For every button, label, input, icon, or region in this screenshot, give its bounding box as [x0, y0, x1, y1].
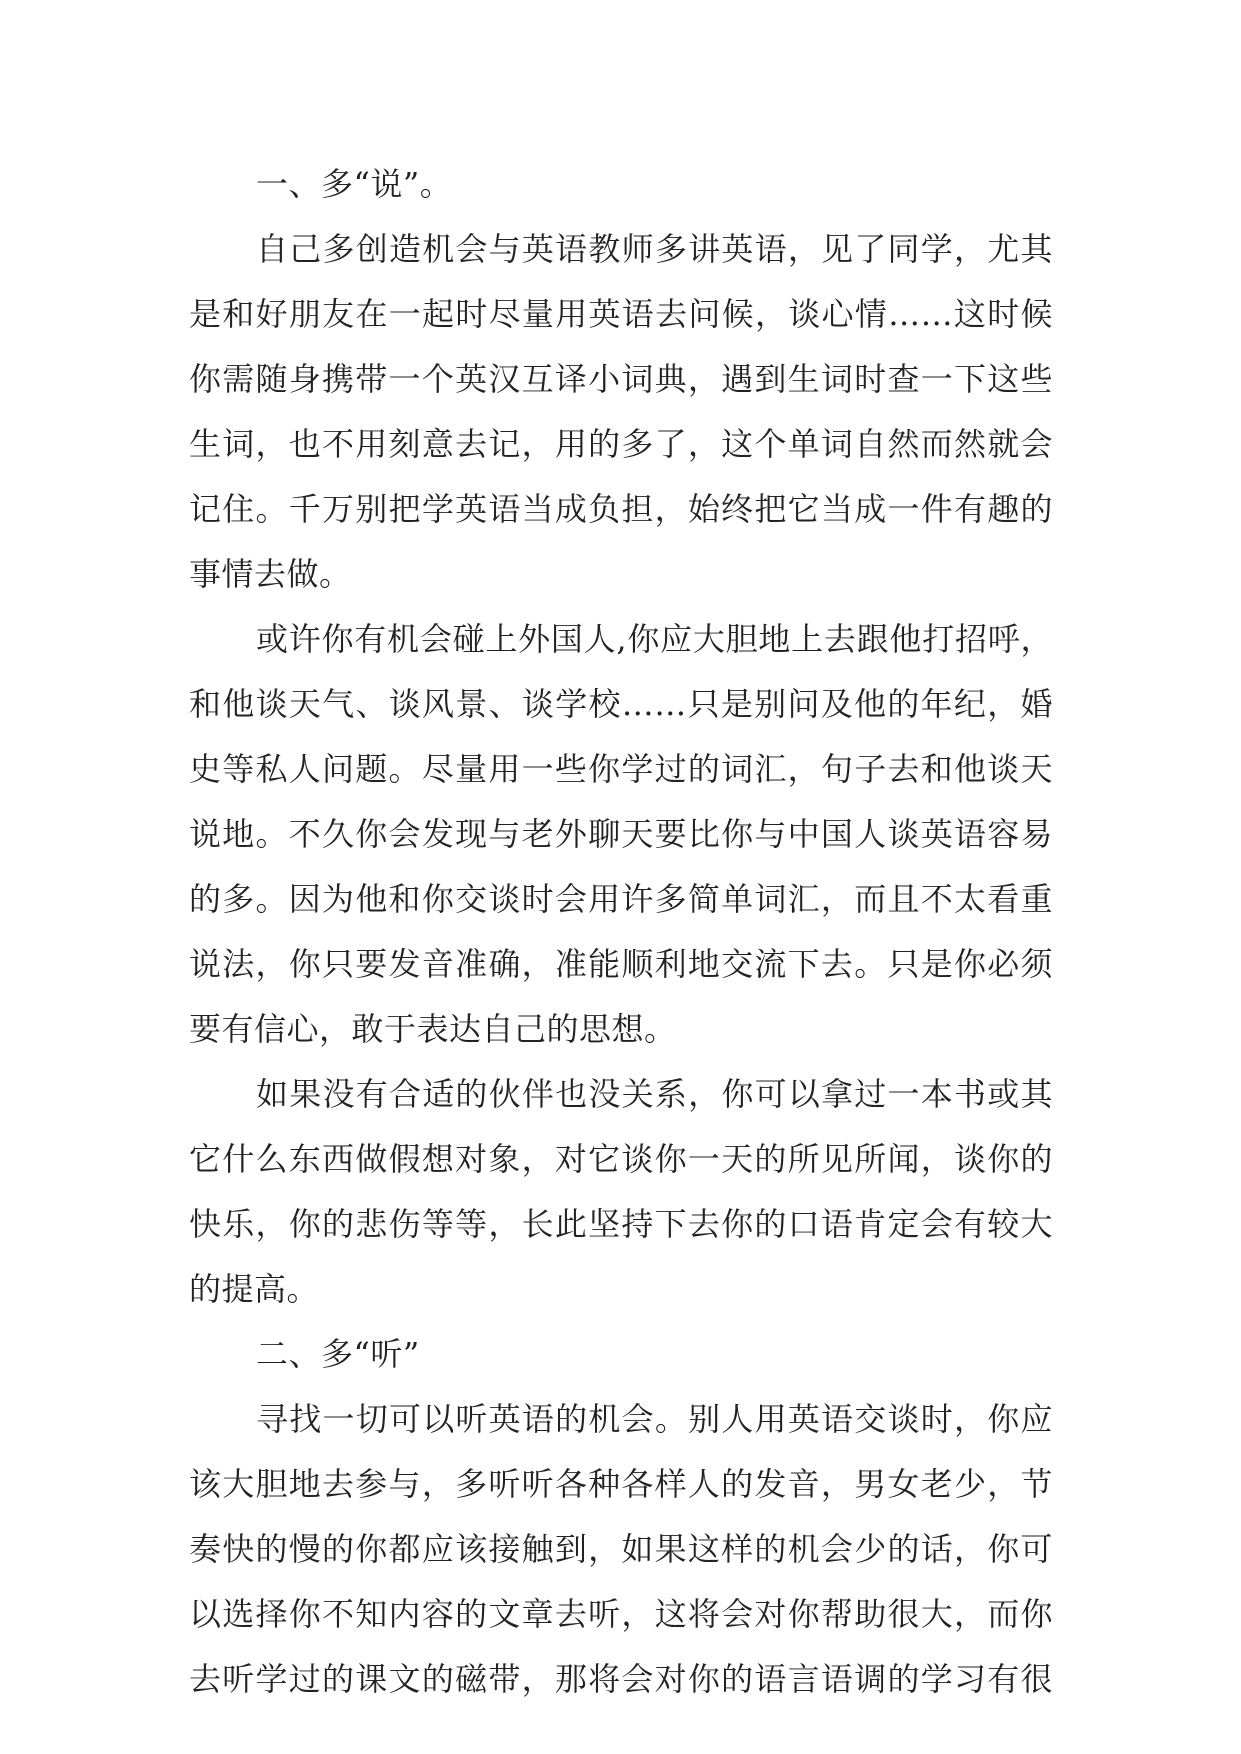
heading-speak: 一、多“说”。	[256, 165, 453, 203]
paragraph-line: 说地。不久你会发现与老外聊天要比你与中国人谈英语容易	[189, 815, 1053, 853]
paragraph-line: 说法，你只要发音准确，准能顺利地交流下去。只是你必须	[189, 945, 1053, 983]
paragraph-line: 的提高。	[189, 1270, 320, 1308]
paragraph-line: 以选择你不知内容的文章去听，这将会对你帮助很大，而你	[189, 1595, 1053, 1633]
heading-listen: 二、多“听”	[256, 1335, 420, 1373]
paragraph-line: 自己多创造机会与英语教师多讲英语，见了同学，尤其	[256, 230, 1053, 268]
paragraph-line: 你需随身携带一个英汉互译小词典，遇到生词时查一下这些	[189, 360, 1053, 398]
paragraph-line: 和他谈天气、谈风景、谈学校……只是别问及他的年纪，婚	[189, 685, 1053, 723]
paragraph-line: 奏快的慢的你都应该接触到，如果这样的机会少的话，你可	[189, 1530, 1053, 1568]
paragraph-line: 生词，也不用刻意去记，用的多了，这个单词自然而然就会	[189, 425, 1053, 463]
paragraph-line: 史等私人问题。尽量用一些你学过的词汇，句子去和他谈天	[189, 750, 1053, 788]
paragraph-line: 寻找一切可以听英语的机会。别人用英语交谈时，你应	[256, 1400, 1053, 1438]
paragraph-line: 该大胆地去参与，多听听各种各样人的发音，男女老少，节	[189, 1465, 1053, 1503]
paragraph-line: 事情去做。	[189, 555, 352, 593]
paragraph-line: 如果没有合适的伙伴也没关系，你可以拿过一本书或其	[256, 1075, 1053, 1113]
paragraph-line: 它什么东西做假想对象，对它谈你一天的所见所闻，谈你的	[189, 1140, 1053, 1178]
paragraph-line: 的多。因为他和你交谈时会用许多简单词汇，而且不太看重	[189, 880, 1053, 918]
paragraph-line: 或许你有机会碰上外国人,你应大胆地上去跟他打招呼，	[256, 620, 1053, 658]
paragraph-line: 要有信心，敢于表达自己的思想。	[189, 1010, 677, 1048]
paragraph-line: 是和好朋友在一起时尽量用英语去问候，谈心情……这时候	[189, 295, 1053, 333]
paragraph-line: 快乐，你的悲伤等等，长此坚持下去你的口语肯定会有较大	[189, 1205, 1053, 1243]
paragraph-line: 去听学过的课文的磁带，那将会对你的语言语调的学习有很	[189, 1660, 1053, 1698]
paragraph-line: 记住。千万别把学英语当成负担，始终把它当成一件有趣的	[189, 490, 1053, 528]
